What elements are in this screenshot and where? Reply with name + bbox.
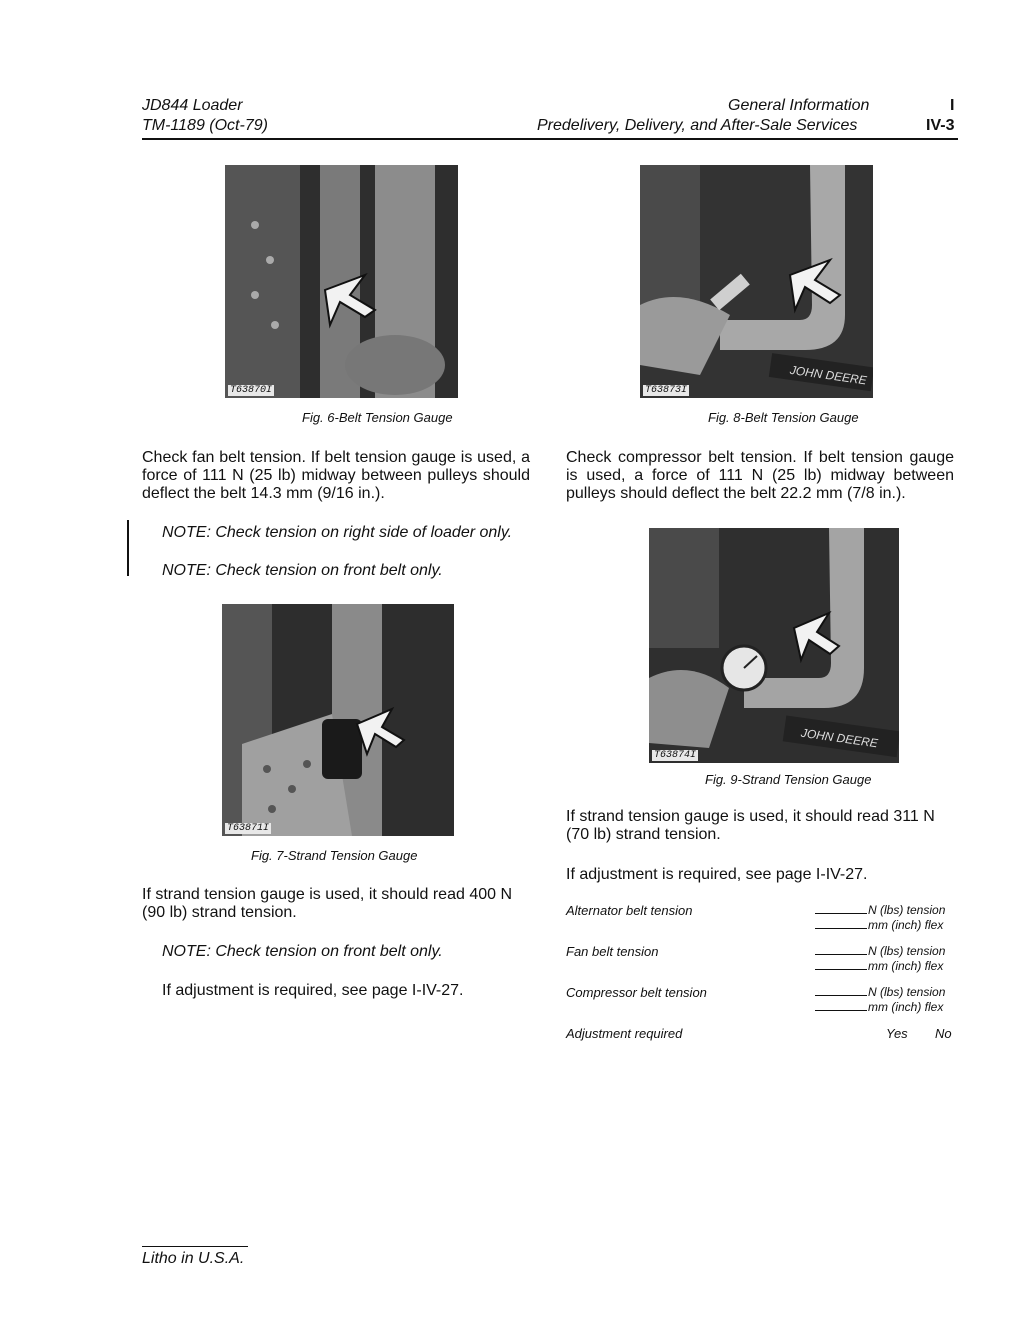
fig8-caption: Fig. 8-Belt Tension Gauge bbox=[708, 410, 859, 425]
fig9-photo bbox=[649, 528, 899, 763]
header-rule bbox=[142, 138, 958, 140]
fig7-tag: T63871I bbox=[227, 823, 270, 834]
fig8-tag: T63873I bbox=[645, 385, 688, 396]
fig6-tag: T63870I bbox=[230, 385, 273, 396]
alternator-flex-blank[interactable]: mm (inch) flex bbox=[815, 918, 943, 932]
print-note: Litho in U.S.A. bbox=[142, 1250, 245, 1267]
checklist-fan-label: Fan belt tension bbox=[566, 944, 659, 959]
fig7-caption: Fig. 7-Strand Tension Gauge bbox=[251, 848, 418, 863]
note-right-side: NOTE: Check tension on right side of loader only. bbox=[162, 524, 513, 541]
fig8-photo bbox=[640, 165, 873, 398]
fig8-decal: JOHN DEERE bbox=[789, 362, 868, 388]
section-title: General Information bbox=[728, 97, 870, 114]
group-number: I bbox=[950, 97, 955, 114]
fig7-photo bbox=[222, 604, 454, 836]
compressor-belt-paragraph: Check compressor belt tension. If belt tension gauge is used, a force of 111 N (25 lb) midway between pulleys should deflect the belt 22.2 mm (7/8 in.). bbox=[566, 449, 954, 502]
note-front-belt-2: NOTE: Check tension on front belt only. bbox=[162, 943, 443, 960]
compressor-tension-blank[interactable]: N (lbs) tension bbox=[815, 985, 945, 999]
checklist-adjustment-label: Adjustment required bbox=[566, 1026, 683, 1041]
right-adjust-paragraph: If adjustment is required, see page I-IV-27. bbox=[566, 866, 868, 883]
fig9-caption: Fig. 9-Strand Tension Gauge bbox=[705, 772, 872, 787]
alternator-tension-blank[interactable]: N (lbs) tension bbox=[815, 903, 945, 917]
adjustment-yes[interactable]: Yes bbox=[886, 1026, 908, 1041]
checklist-compressor-label: Compressor belt tension bbox=[566, 985, 707, 1000]
strand-311-paragraph: If strand tension gauge is used, it should read 311 N (70 lb) strand tension. bbox=[566, 808, 935, 843]
model-name: JD844 Loader bbox=[142, 97, 243, 114]
fig9-tag: T63874I bbox=[654, 750, 697, 761]
strand-400-paragraph: If strand tension gauge is used, it should read 400 N (90 lb) strand tension. bbox=[142, 886, 513, 921]
page-number: IV-3 bbox=[926, 117, 955, 134]
fig6-caption: Fig. 6-Belt Tension Gauge bbox=[302, 410, 453, 425]
note-front-belt: NOTE: Check tension on front belt only. bbox=[162, 562, 443, 579]
subsection-title: Predelivery, Delivery, and After-Sale Services bbox=[537, 117, 858, 134]
revision-bar bbox=[127, 520, 129, 576]
fig9-decal: JOHN DEERE bbox=[800, 725, 879, 751]
checklist-alternator-label: Alternator belt tension bbox=[566, 903, 693, 918]
compressor-flex-blank[interactable]: mm (inch) flex bbox=[815, 1000, 943, 1014]
left-adjust-paragraph: If adjustment is required, see page I-IV-27. bbox=[162, 982, 464, 999]
fig6-photo bbox=[225, 165, 458, 398]
fan-tension-blank[interactable]: N (lbs) tension bbox=[815, 944, 945, 958]
manual-id: TM-1189 (Oct-79) bbox=[142, 117, 268, 134]
fan-flex-blank[interactable]: mm (inch) flex bbox=[815, 959, 943, 973]
fan-belt-paragraph: Check fan belt tension. If belt tension gauge is used, a force of 111 N (25 lb) midway between pulleys should deflect the belt 14.3 mm (9/16 in.). bbox=[142, 449, 530, 502]
footer-rule bbox=[142, 1246, 248, 1247]
adjustment-no[interactable]: No bbox=[935, 1026, 952, 1041]
